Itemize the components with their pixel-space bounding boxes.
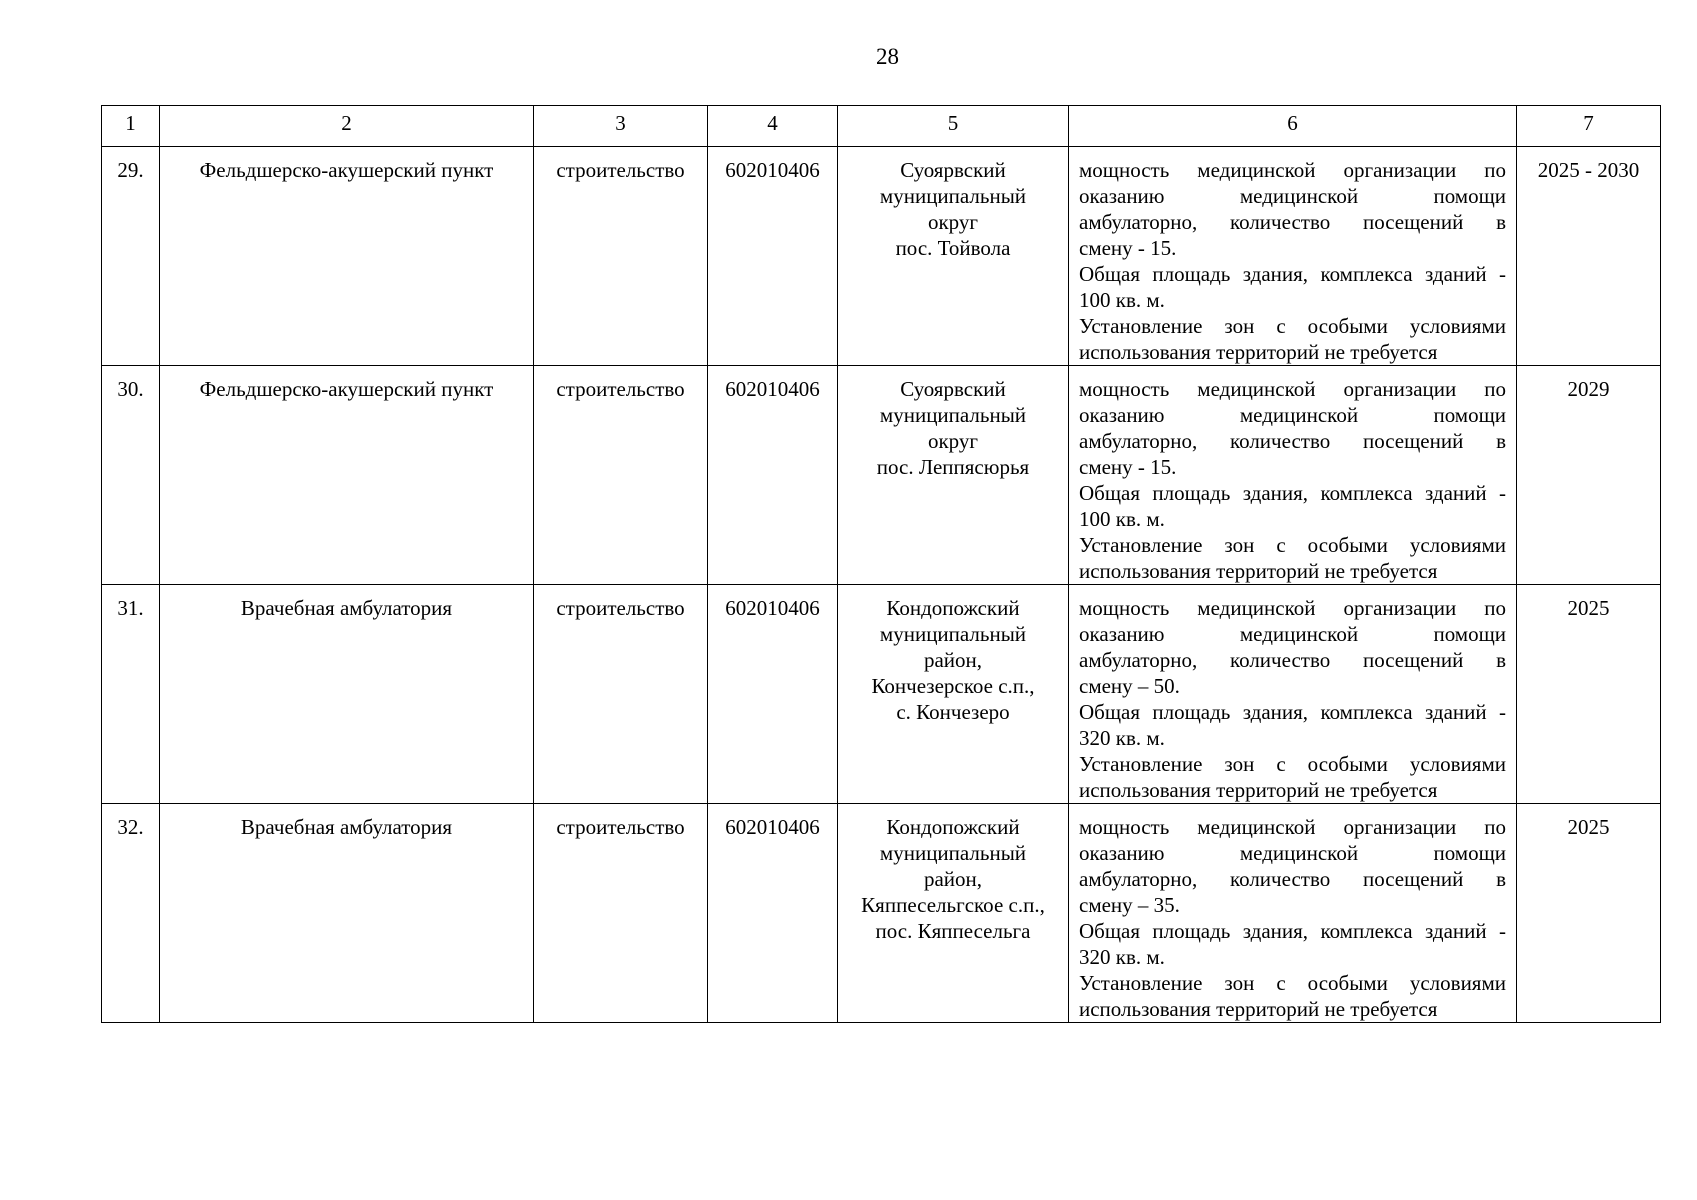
characteristics-line: использования территорий не требуется xyxy=(1079,559,1438,583)
column-header: 1 xyxy=(102,106,160,147)
object-name: Врачебная амбулатория xyxy=(160,585,534,804)
characteristics-line: амбулаторно, количество посещений в xyxy=(1079,867,1506,891)
object-code: 602010406 xyxy=(708,147,838,366)
location-line: Кондопожский xyxy=(886,596,1020,620)
object-code: 602010406 xyxy=(708,804,838,1023)
column-header: 5 xyxy=(838,106,1069,147)
characteristics-line: амбулаторно, количество посещений в xyxy=(1079,648,1506,672)
row-number: 30. xyxy=(102,366,160,585)
location-line: муниципальный xyxy=(879,841,1027,865)
characteristics-line: смену - 15. xyxy=(1079,455,1177,479)
characteristics-line: оказанию медицинской помощи xyxy=(1079,403,1506,427)
table-row xyxy=(102,366,1661,585)
object-location xyxy=(838,585,1069,804)
characteristics-line: Установление зон с особыми условиями xyxy=(1079,314,1506,338)
column-header: 6 xyxy=(1069,106,1517,147)
characteristics-line: использования территорий не требуется xyxy=(1079,778,1438,802)
characteristics-line: мощность медицинской организации по xyxy=(1079,158,1506,182)
location-line: Кяппесельгское с.п., xyxy=(861,893,1045,917)
characteristics-line: использования территорий не требуется xyxy=(1079,340,1438,364)
table-row xyxy=(102,804,1661,1023)
characteristics-line: оказанию медицинской помощи xyxy=(1079,841,1506,865)
work-type: строительство xyxy=(534,585,708,804)
characteristics-line: Общая площадь здания, комплекса зданий - xyxy=(1079,919,1506,943)
characteristics-line: оказанию медицинской помощи xyxy=(1079,622,1506,646)
object-code: 602010406 xyxy=(708,585,838,804)
characteristics-line: 100 кв. м. xyxy=(1079,507,1165,531)
column-header: 7 xyxy=(1517,106,1661,147)
characteristics-line: Общая площадь здания, комплекса зданий - xyxy=(1079,700,1506,724)
column-header: 3 xyxy=(534,106,708,147)
object-code: 602010406 xyxy=(708,366,838,585)
location-line: Суоярвский xyxy=(900,377,1006,401)
characteristics-line: 100 кв. м. xyxy=(1079,288,1165,312)
object-characteristics xyxy=(1069,804,1517,1023)
table-row xyxy=(102,147,1661,366)
row-number: 32. xyxy=(102,804,160,1023)
characteristics-line: использования территорий не требуется xyxy=(1079,997,1438,1021)
location-line: округ xyxy=(927,429,979,453)
characteristics-line: Общая площадь здания, комплекса зданий - xyxy=(1079,481,1506,505)
characteristics-line: 320 кв. м. xyxy=(1079,945,1165,969)
characteristics-line: смену – 50. xyxy=(1079,674,1180,698)
location-line: Кончезерское с.п., xyxy=(871,674,1035,698)
characteristics-line: Установление зон с особыми условиями xyxy=(1079,752,1506,776)
characteristics-line: Общая площадь здания, комплекса зданий - xyxy=(1079,262,1506,286)
location-line: пос. Кяппесельга xyxy=(875,919,1031,943)
characteristics-line: амбулаторно, количество посещений в xyxy=(1079,210,1506,234)
object-characteristics xyxy=(1069,366,1517,585)
work-type: строительство xyxy=(534,147,708,366)
object-name: Фельдшерско-акушерский пункт xyxy=(160,366,534,585)
characteristics-line: смену - 15. xyxy=(1079,236,1177,260)
location-line: район, xyxy=(923,648,983,672)
location-line: Суоярвский xyxy=(900,158,1006,182)
implementation-period: 2025 - 2030 xyxy=(1517,147,1661,366)
implementation-period: 2025 xyxy=(1517,585,1661,804)
location-line: Кондопожский xyxy=(886,815,1020,839)
table-row xyxy=(102,585,1661,804)
implementation-period: 2029 xyxy=(1517,366,1661,585)
location-line: округ xyxy=(927,210,979,234)
work-type: строительство xyxy=(534,366,708,585)
object-location xyxy=(838,366,1069,585)
row-number: 31. xyxy=(102,585,160,804)
characteristics-line: мощность медицинской организации по xyxy=(1079,377,1506,401)
location-line: муниципальный xyxy=(879,184,1027,208)
column-header: 4 xyxy=(708,106,838,147)
location-line: муниципальный xyxy=(879,622,1027,646)
location-line: район, xyxy=(923,867,983,891)
characteristics-line: мощность медицинской организации по xyxy=(1079,815,1506,839)
object-characteristics xyxy=(1069,147,1517,366)
work-type: строительство xyxy=(534,804,708,1023)
objects-table xyxy=(101,105,1661,1023)
column-header: 2 xyxy=(160,106,534,147)
object-characteristics xyxy=(1069,585,1517,804)
object-name: Фельдшерско-акушерский пункт xyxy=(160,147,534,366)
implementation-period: 2025 xyxy=(1517,804,1661,1023)
column-number-row xyxy=(102,106,1661,147)
characteristics-line: смену – 35. xyxy=(1079,893,1180,917)
location-line: муниципальный xyxy=(879,403,1027,427)
characteristics-line: мощность медицинской организации по xyxy=(1079,596,1506,620)
characteristics-line: Установление зон с особыми условиями xyxy=(1079,971,1506,995)
location-line: с. Кончезеро xyxy=(896,700,1010,724)
characteristics-line: 320 кв. м. xyxy=(1079,726,1165,750)
object-location xyxy=(838,804,1069,1023)
characteristics-line: амбулаторно, количество посещений в xyxy=(1079,429,1506,453)
location-line: пос. Леппясюрья xyxy=(876,455,1030,479)
characteristics-line: Установление зон с особыми условиями xyxy=(1079,533,1506,557)
location-line: пос. Тойвола xyxy=(895,236,1011,260)
characteristics-line: оказанию медицинской помощи xyxy=(1079,184,1506,208)
row-number: 29. xyxy=(102,147,160,366)
page-number: 28 xyxy=(876,44,899,69)
object-location xyxy=(838,147,1069,366)
object-name: Врачебная амбулатория xyxy=(160,804,534,1023)
